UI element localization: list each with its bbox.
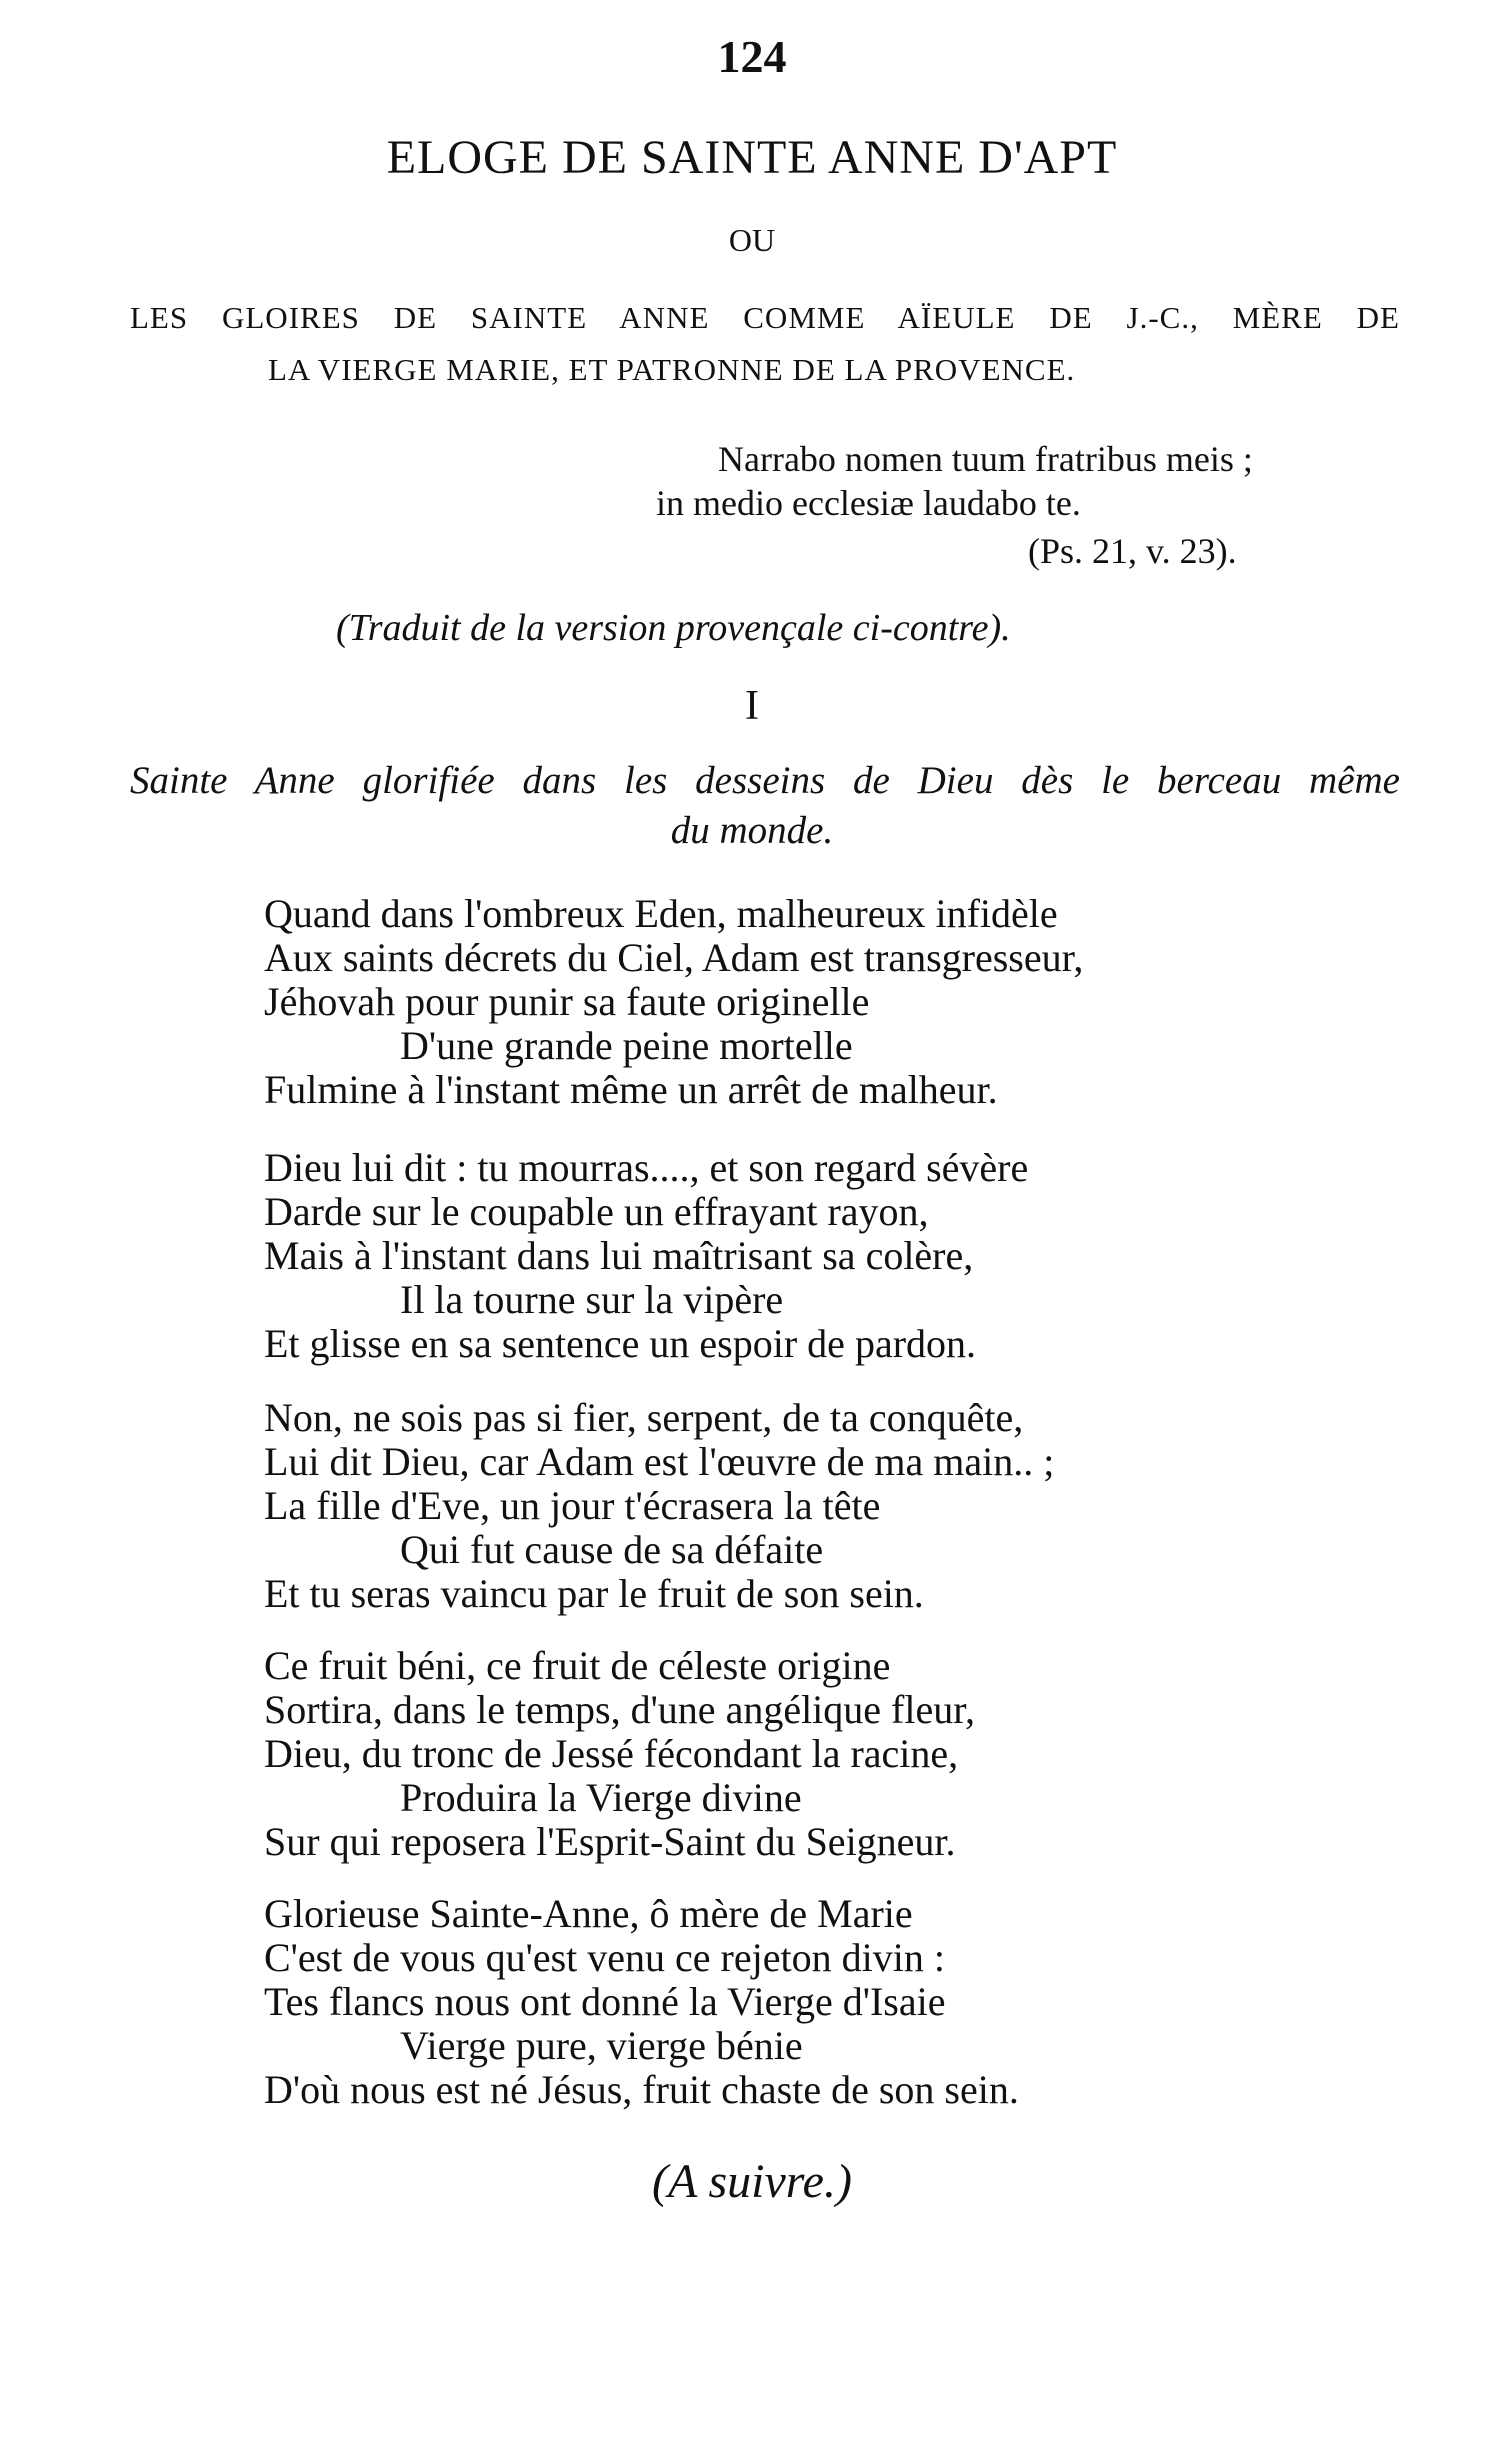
epigraph-line-2: in medio ecclesiæ laudabo te. <box>656 483 1081 523</box>
to-be-continued: (A suivre.) <box>652 2155 852 2208</box>
verse-line: Tes flancs nous ont donné la Vierge d'Isaie <box>264 1979 946 2024</box>
verse-line: Sortira, dans le temps, d'une angélique fleur, <box>264 1687 975 1732</box>
verse-line: Lui dit Dieu, car Adam est l'œuvre de ma main.. ; <box>264 1439 1055 1484</box>
epigraph-line-1: Narrabo nomen tuum fratribus meis ; <box>718 439 1253 479</box>
verse-line: Et tu seras vaincu par le fruit de son sein. <box>264 1571 924 1616</box>
section-number: I <box>745 683 759 729</box>
verse-line: Darde sur le coupable un effrayant rayon, <box>264 1189 929 1234</box>
verse-line: La fille d'Eve, un jour t'écrasera la tête <box>264 1483 881 1528</box>
verse-line: Glorieuse Sainte-Anne, ô mère de Marie <box>264 1891 913 1936</box>
verse-line-indented: Il la tourne sur la vipère <box>400 1277 784 1322</box>
verse-line: Fulmine à l'instant même un arrêt de malheur. <box>264 1067 998 1112</box>
verse-line: C'est de vous qu'est venu ce rejeton divin : <box>264 1935 945 1980</box>
verse-line: Sur qui reposera l'Esprit-Saint du Seigneur. <box>264 1819 956 1864</box>
verse-line-indented: Vierge pure, vierge bénie <box>400 2023 803 2068</box>
page-title: ELOGE DE SAINTE ANNE D'APT <box>386 131 1118 184</box>
verse-line-indented: D'une grande peine mortelle <box>400 1023 853 1068</box>
section-title-line-1: Sainte Anne glorifiée dans les desseins de Dieu dès le berceau même <box>130 759 1400 802</box>
verse-line: Dieu lui dit : tu mourras...., et son regard sévère <box>264 1145 1029 1190</box>
verse-line-indented: Qui fut cause de sa défaite <box>400 1527 824 1572</box>
verse-line: Non, ne sois pas si fier, serpent, de ta conquête, <box>264 1395 1024 1440</box>
verse-line: Quand dans l'ombreux Eden, malheureux infidèle <box>264 891 1058 936</box>
verse-line-indented: Produira la Vierge divine <box>400 1775 802 1820</box>
verse-line: Ce fruit béni, ce fruit de céleste origine <box>264 1643 891 1688</box>
translation-note: (Traduit de la version provençale ci-contre). <box>336 607 1011 649</box>
title-conjunction: OU <box>728 222 776 258</box>
verse-line: Dieu, du tronc de Jessé fécondant la racine, <box>264 1731 959 1776</box>
subtitle-line-1: LES GLOIRES DE SAINTE ANNE COMME AÏEULE DE J.-C., MÈRE DE <box>130 300 1400 335</box>
verse-line: D'où nous est né Jésus, fruit chaste de son sein. <box>264 2067 1019 2112</box>
verse-line: Mais à l'instant dans lui maîtrisant sa colère, <box>264 1233 974 1278</box>
section-title-line-2: du monde. <box>670 809 834 852</box>
verse-line: Jéhovah pour punir sa faute originelle <box>264 979 870 1024</box>
verse-line: Et glisse en sa sentence un espoir de pardon. <box>264 1321 977 1366</box>
epigraph-reference: (Ps. 21, v. 23). <box>1028 531 1237 571</box>
subtitle-line-2: LA VIERGE MARIE, ET PATRONNE DE LA PROVENCE. <box>268 352 1076 387</box>
page-number: 124 <box>717 31 787 82</box>
verse-line: Aux saints décrets du Ciel, Adam est transgresseur, <box>264 935 1084 980</box>
